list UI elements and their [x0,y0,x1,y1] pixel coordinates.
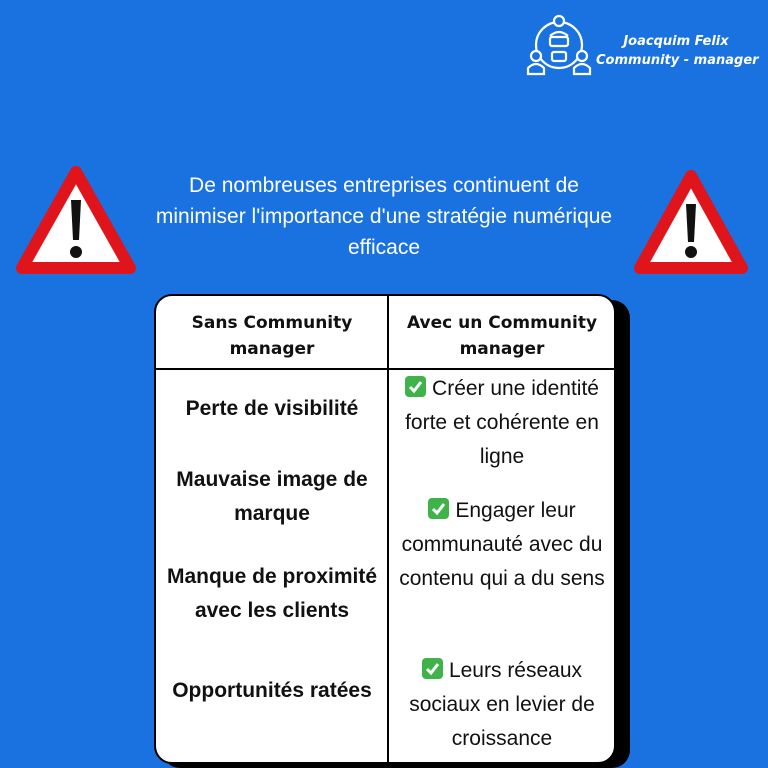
check-mark-icon [428,498,449,519]
check-mark-icon [422,658,443,679]
headline: De nombreuses entreprises continuent de minimiser l'importance d'une stratégie numérique efficace [155,174,613,259]
community-network-icon [524,12,594,78]
benefit-text: Leurs réseaux sociaux en levier de croissance [409,659,595,750]
author-name: Joacquim Felix [623,34,729,49]
check-mark-icon [405,376,426,397]
benefit-text: Engager leur communauté avec du contenu qui a du sens [399,499,605,590]
warning-triangle-icon [16,166,136,274]
warning-triangle-icon [634,170,748,274]
comparison-table [154,294,616,764]
author-block [596,32,759,70]
header-divider [156,368,614,370]
problem-item: Perte de visibilité [185,397,359,420]
problem-item: Manque de proximité avec les clients [166,565,378,622]
header-with-cm: Avec un Community manager [406,313,598,359]
benefit-text: Créer une identité forte et cohérente en ligne [405,377,599,468]
author-role: Community - manager [596,53,759,68]
benefit-item [388,372,616,474]
header-without-cm: Sans Community manager [191,313,353,359]
benefit-item [388,494,616,596]
problem-item: Opportunités ratées [172,679,372,702]
benefit-item [388,654,616,756]
problem-item: Mauvaise image de marque [176,468,368,525]
